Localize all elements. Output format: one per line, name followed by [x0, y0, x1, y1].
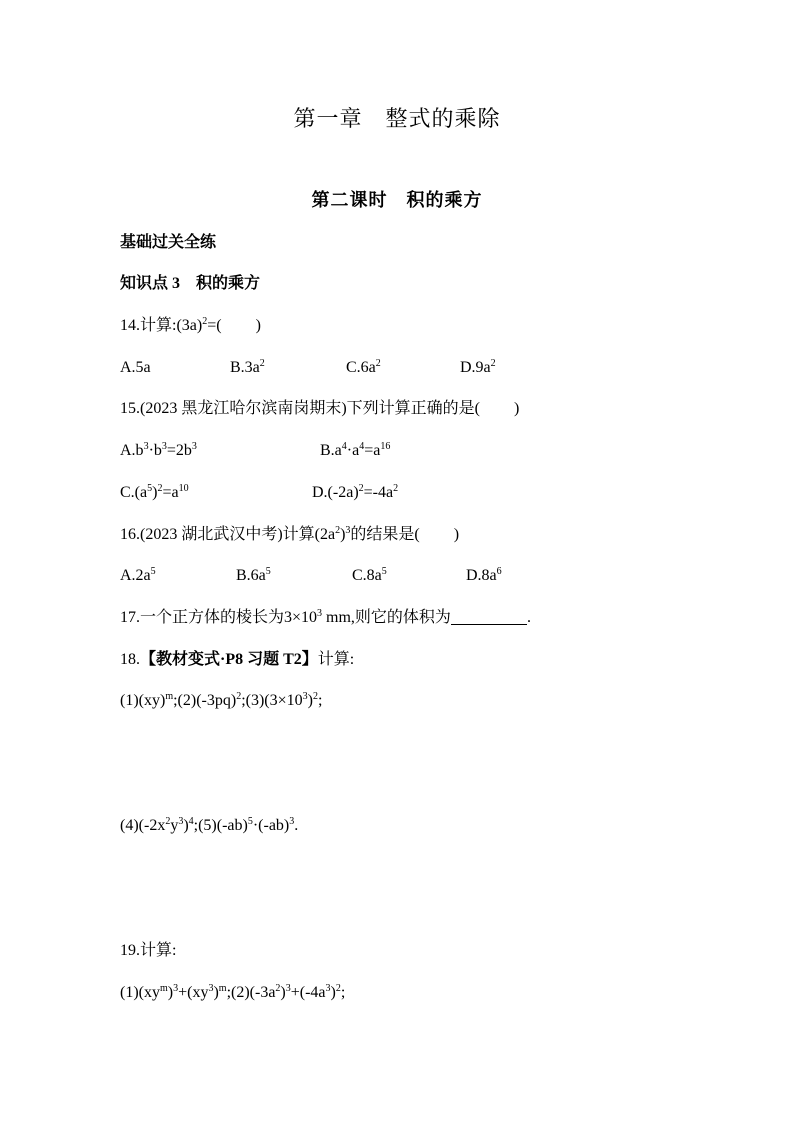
textbook-variant-tag: 【教材变式·P8 习题 T2】 [140, 651, 318, 668]
section-label: 基础过关全练 [120, 234, 217, 251]
option-a: A.5a [120, 359, 151, 376]
option-b: $B.3a^2$ [230, 358, 265, 376]
topic-label: 知识点 3 积的乘方 [120, 275, 261, 292]
question-18: 18.【教材变式·P8 习题 T2】计算: [120, 651, 355, 668]
question-16: 16.(2023 湖北武汉中考)计算$(2a^2)^3$的结果是( ) [120, 525, 460, 543]
question-19-part-1: $(1)(xy^m)^3+(xy^3)^m;(2)(-3a^2)^3+(-4a^3)^2$; [120, 983, 346, 1001]
option-c: $C.(a^5)^2=a^{10}$ [120, 483, 189, 501]
option-a: $A.b^3\cdot b^3=2b^3$ [120, 441, 197, 459]
answer-blank[interactable] [451, 610, 527, 625]
option-a: $A.2a^5$ [120, 566, 156, 584]
chapter-title: 第一章 整式的乘除 [293, 106, 501, 131]
question-18-part-1: $(1)(xy)^m;(2)(-3pq)^2;(3)(3\times 10^3)^2$; [120, 691, 323, 709]
lesson-title: 第二课时 积的乘方 [311, 190, 483, 210]
option-b: $B.6a^5$ [236, 566, 271, 584]
option-d: $D.8a^6$ [466, 566, 502, 584]
question-18-part-2: $(4)(-2x^2y^3)^4;(5)(-ab)^5\cdot(-ab)^3$. [120, 816, 299, 834]
option-d: $D.9a^2$ [460, 358, 496, 376]
question-14: 14.计算$:(3a)^2=$( ) [120, 316, 261, 334]
question-17: 17.一个正方体的棱长为$3\times 10^3$ mm,则它的体积为 . [120, 608, 531, 626]
option-b: $B.a^4\cdot a^4=a^{16}$ [320, 441, 391, 459]
question-15: 15.(2023 黑龙江哈尔滨南岗期末)下列计算正确的是( ) [120, 400, 520, 417]
option-d: $D.(-2a)^2=-4a^2$ [312, 483, 399, 501]
question-19: 19.计算: [120, 942, 177, 959]
option-c: $C.6a^2$ [346, 358, 381, 376]
option-c: $C.8a^5$ [352, 566, 387, 584]
